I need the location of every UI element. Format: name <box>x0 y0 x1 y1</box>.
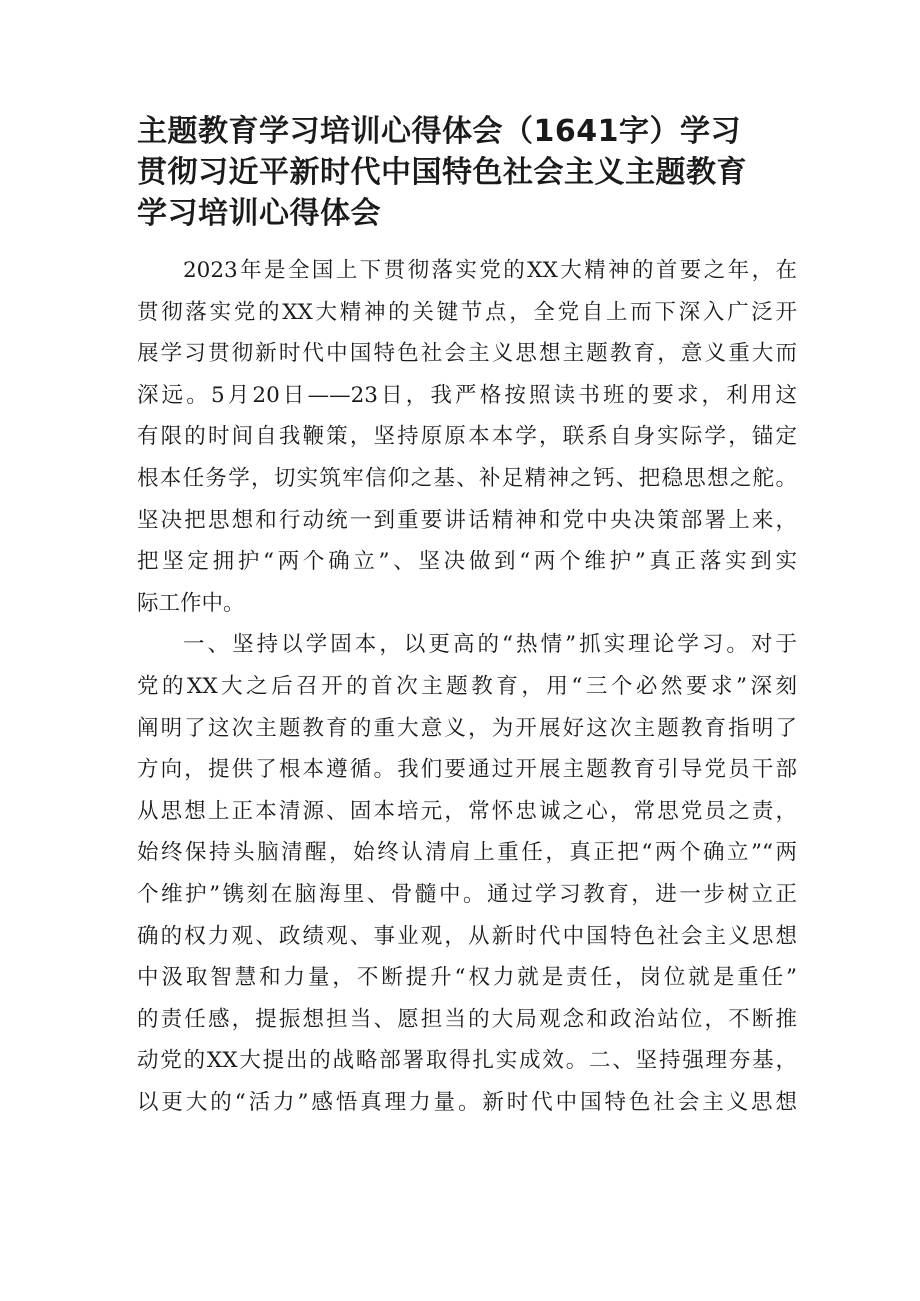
text-line: 以更大的“活力”感悟真理力量。新时代中国特色社会主义思想 <box>137 1089 797 1115</box>
text-line: 始终保持头脑清醒，始终认清肩上重任，真正把“两个确立”“两 <box>137 840 797 866</box>
text-line: 确的权力观、政绩观、事业观，从新时代中国特色社会主义思想 <box>137 923 797 949</box>
text-line: 2023年是全国上下贯彻落实党的XX大精神的首要之年，在 <box>183 258 797 283</box>
text-line: 一、坚持以学固本，以更高的“热情”抓实理论学习。对于 <box>183 632 797 658</box>
text-line: 展学习贯彻新时代中国特色社会主义思想主题教育，意义重大而 <box>137 341 797 367</box>
text-line: 深远。5月20日——23日，我严格按照读书班的要求，利用这 <box>137 382 797 408</box>
text-line: 个维护”镌刻在脑海里、骨髓中。通过学习教育，进一步树立正 <box>137 881 797 907</box>
text-line: 坚决把思想和行动统一到重要讲话精神和党中央决策部署上来， <box>137 507 797 533</box>
title-line: 主题教育学习培训心得体会（1641字）学习 <box>137 114 741 149</box>
paragraph-section-one <box>137 624 797 1123</box>
text-line: 际工作中。 <box>137 590 245 616</box>
text-line: 贯彻落实党的XX大精神的关键节点，全党自上而下深入广泛开 <box>137 299 797 325</box>
text-line: 方向，提供了根本遵循。我们要通过开展主题教育引导党员干部 <box>137 757 797 783</box>
text-line: 中汲取智慧和力量，不断提升“权力就是责任，岗位就是重任” <box>137 965 797 991</box>
text-line: 的责任感，提振想担当、愿担当的大局观念和政治站位，不断推 <box>137 1006 797 1032</box>
document-title <box>137 111 797 234</box>
text-line: 阐明了这次主题教育的重大意义，为开展好这次主题教育指明了 <box>137 715 797 741</box>
text-line: 根本任务学，切实筑牢信仰之基、补足精神之钙、把稳思想之舵。 <box>137 465 797 491</box>
text-line: 把坚定拥护“两个确立”、坚决做到“两个维护”真正落实到实 <box>137 549 797 575</box>
paragraph-intro <box>137 250 797 624</box>
title-line: 学习培训心得体会 <box>137 196 381 231</box>
text-line: 有限的时间自我鞭策，坚持原原本本学，联系自身实际学，锚定 <box>137 424 797 450</box>
text-line: 党的XX大之后召开的首次主题教育，用“三个必然要求”深刻 <box>137 673 797 699</box>
document-body <box>137 250 797 1123</box>
text-line: 从思想上正本清源、固本培元，常怀忠诚之心，常思党员之责， <box>137 798 797 824</box>
title-line: 贯彻习近平新时代中国特色社会主义主题教育 <box>137 155 747 190</box>
text-line: 动党的XX大提出的战略部署取得扎实成效。二、坚持强理夯基， <box>137 1048 797 1074</box>
